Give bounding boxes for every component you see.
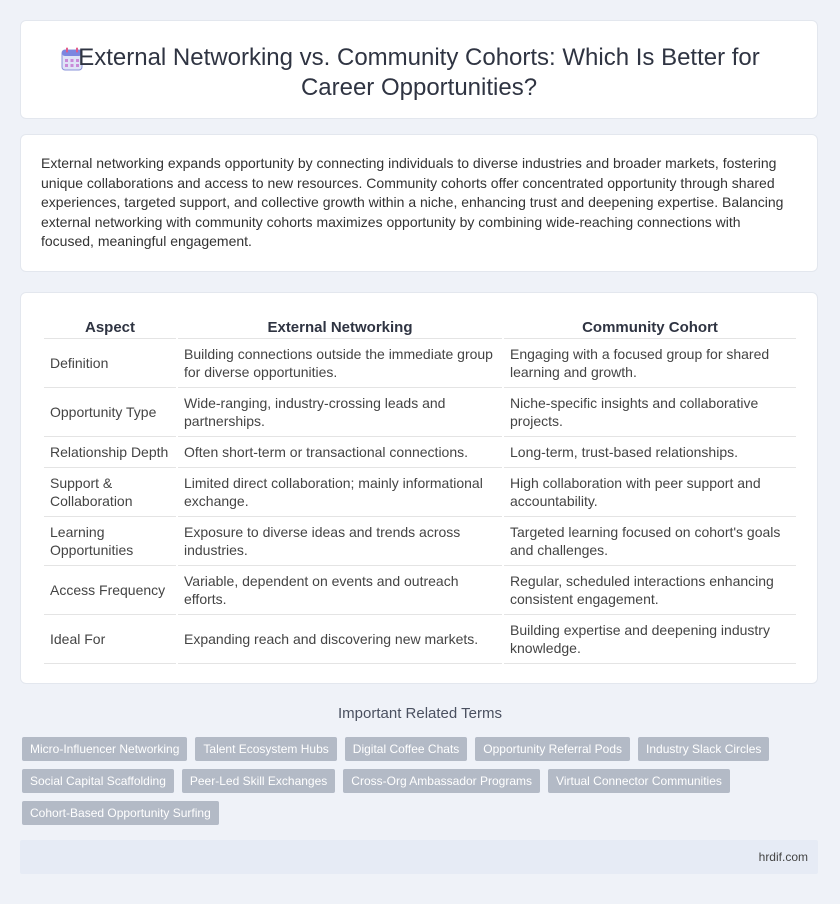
row-aspect: Definition xyxy=(44,339,176,388)
column-header-community-cohort: Community Cohort xyxy=(504,316,796,339)
related-term-tag[interactable]: Micro-Influencer Networking xyxy=(22,737,187,761)
column-header-aspect: Aspect xyxy=(44,316,176,339)
row-aspect: Relationship Depth xyxy=(44,437,176,468)
intro-card xyxy=(20,134,818,272)
table-row xyxy=(44,388,796,437)
row-external: Exposure to diverse ideas and trends across industries. xyxy=(178,517,502,566)
row-external: Variable, dependent on events and outreach efforts. xyxy=(178,566,502,615)
table-row xyxy=(44,566,796,615)
row-aspect: Access Frequency xyxy=(44,566,176,615)
intro-paragraph: External networking expands opportunity by connecting individuals to diverse industries and broader markets, fostering unique collaborations and access to new resources. Community cohorts offer concentrated opportunity through shared experiences, targeted support, and collective growth within a niche, enhancing trust and deepening expertise. Balancing external networking with community cohorts maximizes opportunity by combining wide-reaching connections with focused, meaningful engagement. xyxy=(41,155,784,249)
column-header-external-networking: External Networking xyxy=(178,316,502,339)
related-term-tag[interactable]: Cohort-Based Opportunity Surfing xyxy=(22,801,219,825)
table-header-row xyxy=(44,316,796,339)
footer xyxy=(20,840,818,874)
related-terms-title: Important Related Terms xyxy=(338,705,502,722)
row-aspect: Learning Opportunities xyxy=(44,517,176,566)
comparison-table xyxy=(42,316,798,664)
row-external: Expanding reach and discovering new markets. xyxy=(178,615,502,664)
related-term-tag[interactable]: Peer-Led Skill Exchanges xyxy=(182,769,335,793)
row-external: Wide-ranging, industry-crossing leads and partnerships. xyxy=(178,388,502,437)
row-aspect: Opportunity Type xyxy=(44,388,176,437)
related-term-tag[interactable]: Virtual Connector Communities xyxy=(548,769,730,793)
row-cohort: Regular, scheduled interactions enhancing consistent engagement. xyxy=(504,566,796,615)
related-term-tag[interactable]: Opportunity Referral Pods xyxy=(475,737,630,761)
row-external: Limited direct collaboration; mainly informational exchange. xyxy=(178,468,502,517)
row-aspect: Ideal For xyxy=(44,615,176,664)
related-term-tag[interactable]: Social Capital Scaffolding xyxy=(22,769,174,793)
title-card xyxy=(20,20,818,119)
row-external: Often short-term or transactional connections. xyxy=(178,437,502,468)
row-cohort: Niche-specific insights and collaborative projects. xyxy=(504,388,796,437)
related-term-tag[interactable]: Industry Slack Circles xyxy=(638,737,769,761)
row-external: Building connections outside the immediate group for diverse opportunities. xyxy=(178,339,502,388)
related-term-tag[interactable]: Digital Coffee Chats xyxy=(345,737,468,761)
page-title: External Networking vs. Community Cohorts: Which Is Better for Career Opportunities? xyxy=(78,44,760,101)
row-cohort: High collaboration with peer support and accountability. xyxy=(504,468,796,517)
related-terms-list xyxy=(22,737,802,833)
table-row xyxy=(44,437,796,468)
related-term-tag[interactable]: Talent Ecosystem Hubs xyxy=(195,737,336,761)
table-row xyxy=(44,468,796,517)
table-row xyxy=(44,339,796,388)
row-cohort: Engaging with a focused group for shared learning and growth. xyxy=(504,339,796,388)
row-cohort: Targeted learning focused on cohort's goals and challenges. xyxy=(504,517,796,566)
row-aspect: Support & Collaboration xyxy=(44,468,176,517)
table-row xyxy=(44,615,796,664)
footer-site-link[interactable]: hrdif.com xyxy=(758,850,808,864)
comparison-card xyxy=(20,292,818,684)
table-row xyxy=(44,517,796,566)
related-term-tag[interactable]: Cross-Org Ambassador Programs xyxy=(343,769,540,793)
row-cohort: Building expertise and deepening industry knowledge. xyxy=(504,615,796,664)
row-cohort: Long-term, trust-based relationships. xyxy=(504,437,796,468)
